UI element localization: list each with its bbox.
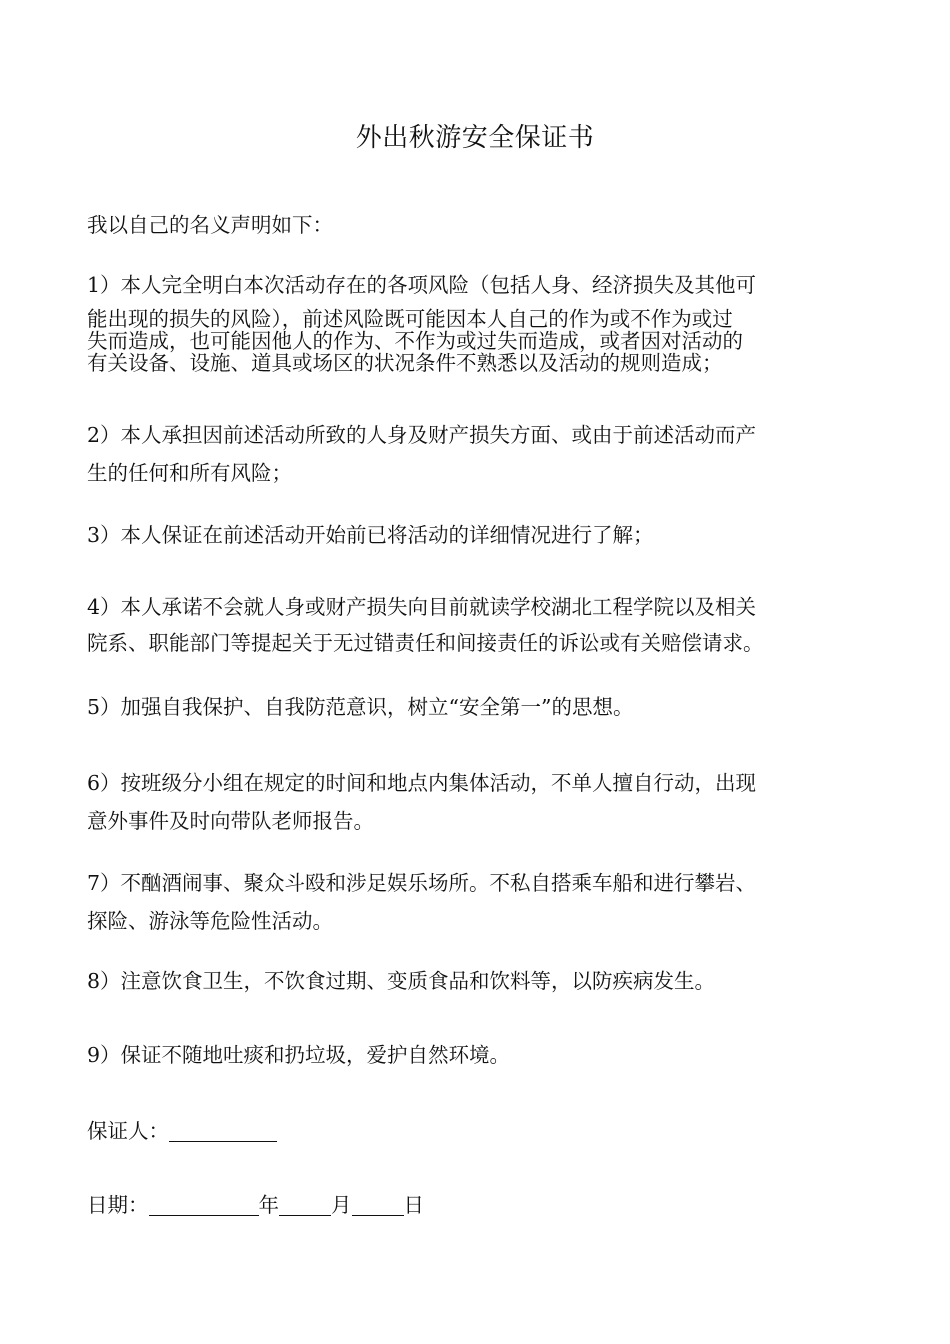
clause-4 [87, 592, 877, 658]
clause-line: 9）保证不随地吐痰和扔垃圾，爱护自然环境。 [87, 1043, 511, 1067]
guarantor-label: 保证人： [87, 1119, 169, 1143]
document-title: 外出秋游安全保证书 [355, 123, 595, 153]
clause-9 [87, 1040, 877, 1070]
clause-line: 4）本人承诺不会就人身或财产损失向目前就读学校湖北工程学院以及相关 [87, 595, 757, 619]
clause-1 [87, 270, 877, 374]
clause-line: 3）本人保证在前述活动开始前已将活动的详细情况进行了解； [87, 523, 654, 547]
guarantor-name-blank[interactable] [169, 1119, 277, 1142]
clause-line: 7）不酗酒闹事、聚众斗殴和涉足娱乐场所。不私自搭乘车船和进行攀岩、 [87, 871, 757, 895]
clause-line: 探险、游泳等危险性活动。 [87, 909, 333, 933]
intro-line: 我以自己的名义声明如下： [87, 213, 333, 237]
intro-statement [87, 210, 877, 240]
day-label: 日 [403, 1193, 424, 1217]
year-label: 年 [258, 1193, 279, 1217]
clause-line: 1）本人完全明白本次活动存在的各项风险（包括人身、经济损失及其他可 [87, 273, 757, 297]
month-label: 月 [331, 1193, 352, 1217]
clause-line: 8）注意饮食卫生，不饮食过期、变质食品和饮料等，以防疾病发生。 [87, 969, 716, 993]
clause-6 [87, 768, 877, 836]
clause-line: 能出现的损失的风险），前述风险既可能因本人自己的作为或不作为或过 [87, 307, 733, 331]
date-label: 日期： [87, 1193, 149, 1217]
clause-8 [87, 966, 877, 996]
clause-line: 生的任何和所有风险； [87, 461, 292, 485]
clause-line: 失而造成，也可能因他人的作为、不作为或过失而造成，或者因对活动的 [87, 329, 743, 353]
clause-2 [87, 420, 877, 488]
clause-line: 院系、职能部门等提起关于无过错责任和间接责任的诉讼或有关赔偿请求。 [87, 631, 764, 655]
clause-3 [87, 520, 877, 550]
date-line [87, 1190, 877, 1220]
guarantor-line [87, 1116, 877, 1146]
clause-5 [87, 692, 877, 722]
year-blank[interactable] [149, 1193, 259, 1216]
clause-7 [87, 868, 877, 936]
clause-line: 意外事件及时向带队老师报告。 [87, 809, 374, 833]
clause-line: 5）加强自我保护、自我防范意识，树立“安全第一”的思想。 [87, 695, 634, 719]
day-blank[interactable] [352, 1193, 404, 1216]
clause-line: 2）本人承担因前述活动所致的人身及财产损失方面、或由于前述活动而产 [87, 423, 757, 447]
clause-line: 有关设备、设施、道具或场区的状况条件不熟悉以及活动的规则造成； [87, 351, 723, 375]
month-blank[interactable] [279, 1193, 331, 1216]
clause-line: 6）按班级分小组在规定的时间和地点内集体活动，不单人擅自行动，出现 [87, 771, 757, 795]
